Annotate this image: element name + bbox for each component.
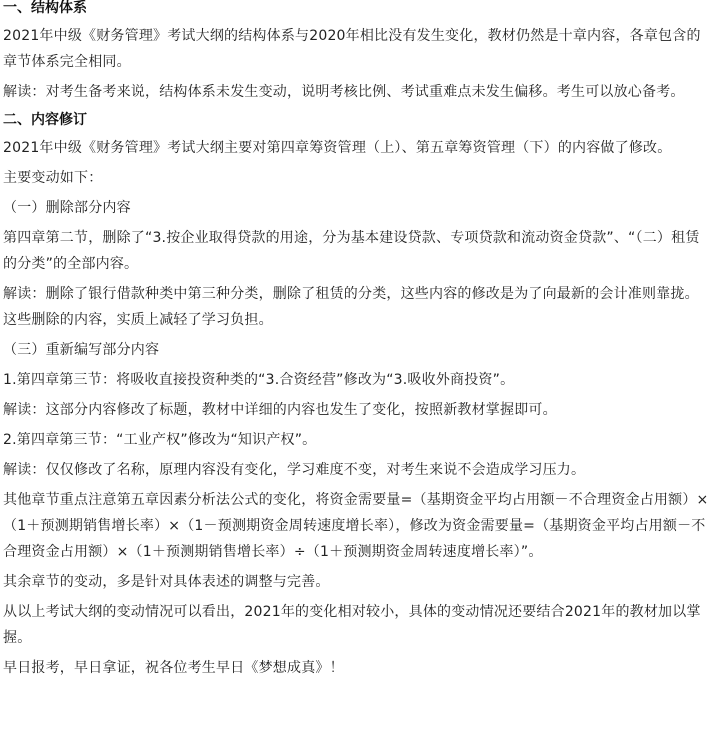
subsection-heading-delete: （一）删除部分内容 (3, 200, 131, 216)
paragraph: 第四章第二节，删除了“3.按企业取得贷款的用途，分为基本建设贷款、专项贷款和流动资金贷款”、“（二）租赁的分类”的全部内容。 (3, 230, 700, 272)
list-item: 1.第四章第三节：将吸收直接投资种类的“3.合资经营”修改为“3.吸收外商投资”。 (3, 372, 515, 388)
paragraph: 2021年中级《财务管理》考试大纲的结构体系与2020年相比没有发生变化，教材仍然是十章内容，各章包含的章节体系完全相同。 (3, 28, 701, 70)
paragraph: 其余章节的变动，多是针对具体表述的调整与完善。 (3, 574, 330, 590)
paragraph: 主要变动如下： (3, 170, 103, 186)
list-item: 2.第四章第三节：“工业产权”修改为“知识产权”。 (3, 432, 317, 448)
paragraph: 其他章节重点注意第五章因素分析法公式的变化，将资金需要量=（基期资金平均占用额－不合理资金占用额）×（1＋预测期销售增长率）×（1－预测期资金周转速度增长率），修改为资金需要量=（基期资金平均占用额－不合理资金占用额）×（1＋预测期销售增长率）÷（1＋预测期资金周转速度增长率）”。 (3, 492, 709, 560)
closing-paragraph: 早日报考，早日拿证，祝各位考生早日《梦想成真》！ (3, 660, 344, 676)
section-heading-revision: 二、内容修订 (3, 112, 87, 128)
paragraph: 2021年中级《财务管理》考试大纲主要对第四章筹资管理（上）、第五章筹资管理（下）的内容做了修改。 (3, 140, 672, 156)
interpretation-paragraph: 解读：对考生备考来说，结构体系未发生变动，说明考核比例、考试重难点未发生偏移。考生可以放心备考。 (3, 84, 685, 100)
section-heading-structure: 一、结构体系 (3, 0, 87, 16)
paragraph: 从以上考试大纲的变动情况可以看出，2021年的变化相对较小，具体的变动情况还要结合2021年的教材加以掌握。 (3, 604, 701, 646)
interpretation-paragraph: 解读：仅仅修改了名称，原理内容没有变化，学习难度不变，对考生来说不会造成学习压力。 (3, 462, 586, 478)
interpretation-paragraph: 解读：删除了银行借款种类中第三种分类，删除了租赁的分类，这些内容的修改是为了向最新的会计准则靠拢。这些删除的内容，实质上减轻了学习负担。 (3, 286, 699, 328)
interpretation-paragraph: 解读：这部分内容修改了标题，教材中详细的内容也发生了变化，按照新教材掌握即可。 (3, 402, 557, 418)
subsection-heading-rewrite: （三）重新编写部分内容 (3, 342, 160, 358)
